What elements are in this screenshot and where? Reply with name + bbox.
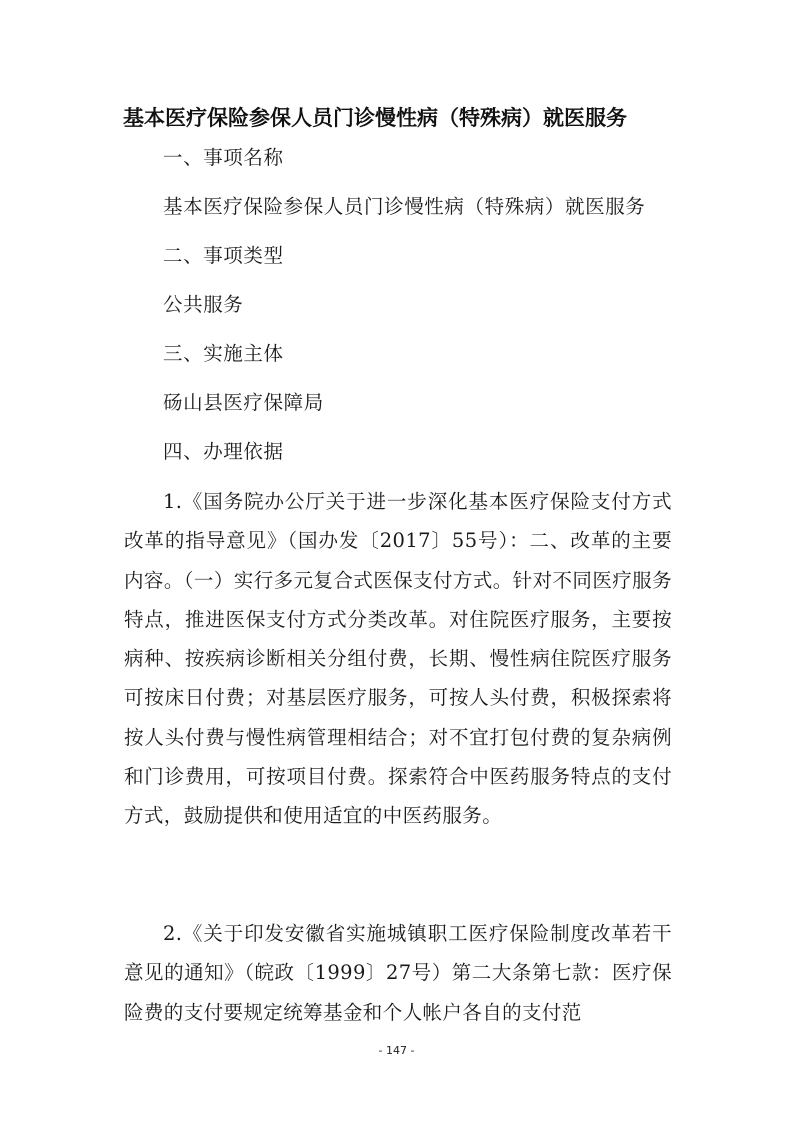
section-heading-item-name: 一、事项名称 bbox=[163, 146, 284, 169]
section-body-implementer: 砀山县医疗保障局 bbox=[163, 391, 324, 414]
section-body-item-name: 基本医疗保险参保人员门诊慢性病（特殊病）就医服务 bbox=[163, 195, 646, 218]
section-heading-item-type: 二、事项类型 bbox=[163, 244, 284, 267]
legal-basis-paragraph-1: 1.《国务院办公厅关于进一步深化基本医疗保险支付方式改革的指导意见》（国办发〔2017〕55号）：二、改革的主要内容。（一）实行多元复合式医保支付方式。针对不同医疗服务特点，推进医保支付方式分类改革。对住院医疗服务，主要按病种、按疾病诊断相关分组付费，长期、慢性病住院医疗服务可按床日付费；对基层医疗服务，可按人头付费，积极探索将按人头付费与慢性病管理相结合；对不宜打包付费的复杂病例和门诊费用，可按项目付费。探索符合中医药服务特点的支付方式，鼓励提供和使用适宜的中医药服务。 bbox=[124, 490, 672, 828]
document-title: 基本医疗保险参保人员门诊慢性病（特殊病）就医服务 bbox=[123, 106, 627, 130]
section-heading-legal-basis: 四、办理依据 bbox=[163, 440, 284, 463]
section-heading-implementer: 三、实施主体 bbox=[163, 342, 284, 365]
legal-basis-paragraph-2: 2.《关于印发安徽省实施城镇职工医疗保险制度改革若干意见的通知》（皖政〔1999〕27号）第二大条第七款：医疗保险费的支付要规定统筹基金和个人帐户各自的支付范 bbox=[124, 922, 672, 1024]
page-number: - 147 - bbox=[378, 1044, 415, 1057]
section-body-item-type: 公共服务 bbox=[163, 293, 244, 316]
